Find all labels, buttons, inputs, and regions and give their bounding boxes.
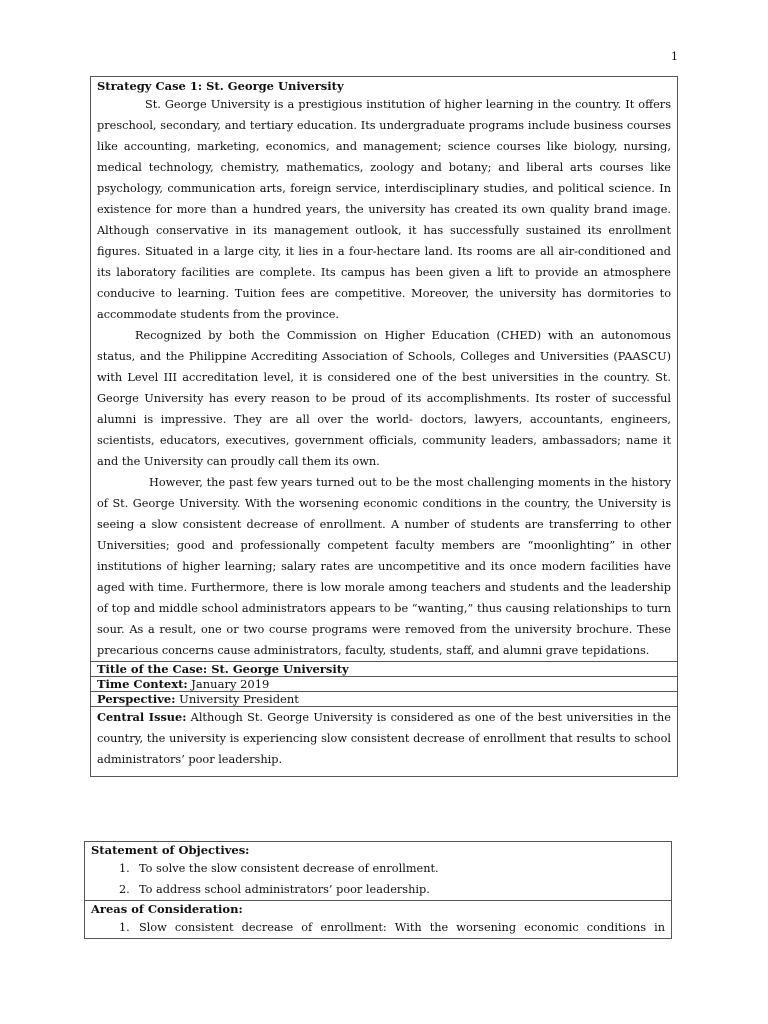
central-issue-label: Central Issue:	[97, 710, 187, 724]
objectives-list	[91, 858, 665, 900]
case-table	[90, 76, 678, 777]
consideration-number: 1.	[119, 921, 130, 934]
central-issue-row	[91, 707, 678, 777]
page-number: 1	[671, 50, 678, 63]
perspective-row	[91, 692, 678, 707]
objectives-table	[84, 841, 672, 939]
objective-text: To solve the slow consistent decrease of enrollment.	[139, 862, 439, 875]
central-issue-value: Although St. George University is considered as one of the best universities in the country, the university is experiencing slow consistent decrease of enrollment that results to school administrators’ poor leadership.	[97, 711, 671, 766]
consideration-text: Slow consistent decrease of enrollment: With the worsening economic conditions in	[139, 921, 665, 934]
case-title-value: St. George University	[207, 662, 349, 676]
time-context-value: January 2019	[187, 677, 270, 691]
objective-item	[91, 858, 665, 879]
objective-text: To address school administrators’ poor leadership.	[139, 883, 430, 896]
considerations-heading: Areas of Consideration:	[91, 902, 243, 916]
considerations-list	[91, 917, 665, 938]
time-context-label: Time Context:	[97, 677, 188, 691]
objective-number: 2.	[119, 883, 130, 896]
objectives-cell	[85, 842, 672, 901]
case-narrative-cell	[91, 77, 678, 662]
consideration-item	[91, 917, 665, 938]
time-context-row	[91, 677, 678, 692]
objective-number: 1.	[119, 862, 130, 875]
case-paragraph-2: Recognized by both the Commission on Higher Education (CHED) with an autonomous status, and the Philippine Accrediting Association of Schools, Colleges and Universities (PAASCU) with Level III accreditation level, it is considered one of the best universities in the country. St. George University has every reason to be proud of its accomplishments. Its roster of successful alumni is impressive. They are all over the world- doctors, lawyers, accountants, engineers, scientists, educators, executives, government officials, community leaders, ambassadors; name it and the University can proudly call them its own.	[97, 329, 671, 468]
case-heading: Strategy Case 1: St. George University	[97, 79, 344, 93]
case-title-row	[91, 662, 678, 677]
case-title-label: Title of the Case:	[97, 662, 208, 676]
objective-item	[91, 879, 665, 900]
case-paragraph-1: St. George University is a prestigious institution of higher learning in the country. It offers preschool, secondary, and tertiary education. Its undergraduate programs include business courses like accounting, marketing, economics, and management; science courses like biology, nursing, medical technology, chemistry, mathematics, zoology and botany; and liberal arts courses like psychology, communication arts, foreign service, interdisciplinary studies, and political science. In existence for more than a hundred years, the university has created its own quality brand image. Although conservative in its management outlook, it has successfully sustained its enrollment figures. Situated in a large city, it lies in a four-hectare land. Its rooms are all air-conditioned and its laboratory facilities are complete. Its campus has been given a lift to provide an atmosphere conducive to learning. Tuition fees are competitive. Moreover, the university has dormitories to accommodate students from the province.	[97, 98, 671, 321]
perspective-value: University President	[175, 692, 299, 706]
objectives-heading: Statement of Objectives:	[91, 843, 250, 857]
perspective-label: Perspective:	[97, 692, 176, 706]
considerations-cell	[85, 901, 672, 939]
case-paragraph-3: However, the past few years turned out to be the most challenging moments in the history of St. George University. With the worsening economic conditions in the country, the University is seeing a slow consistent decrease of enrollment. A number of students are transferring to other Universities; good and professionally competent faculty members are “moonlighting” in other institutions of higher learning; salary rates are uncompetitive and its once modern facilities have aged with time. Furthermore, there is low morale among teachers and students and the leadership of top and middle school administrators appears to be “wanting,” thus causing relationships to turn sour. As a result, one or two course programs were removed from the university brochure. These precarious concerns cause administrators, faculty, students, staff, and alumni grave tepidations.	[97, 476, 671, 657]
